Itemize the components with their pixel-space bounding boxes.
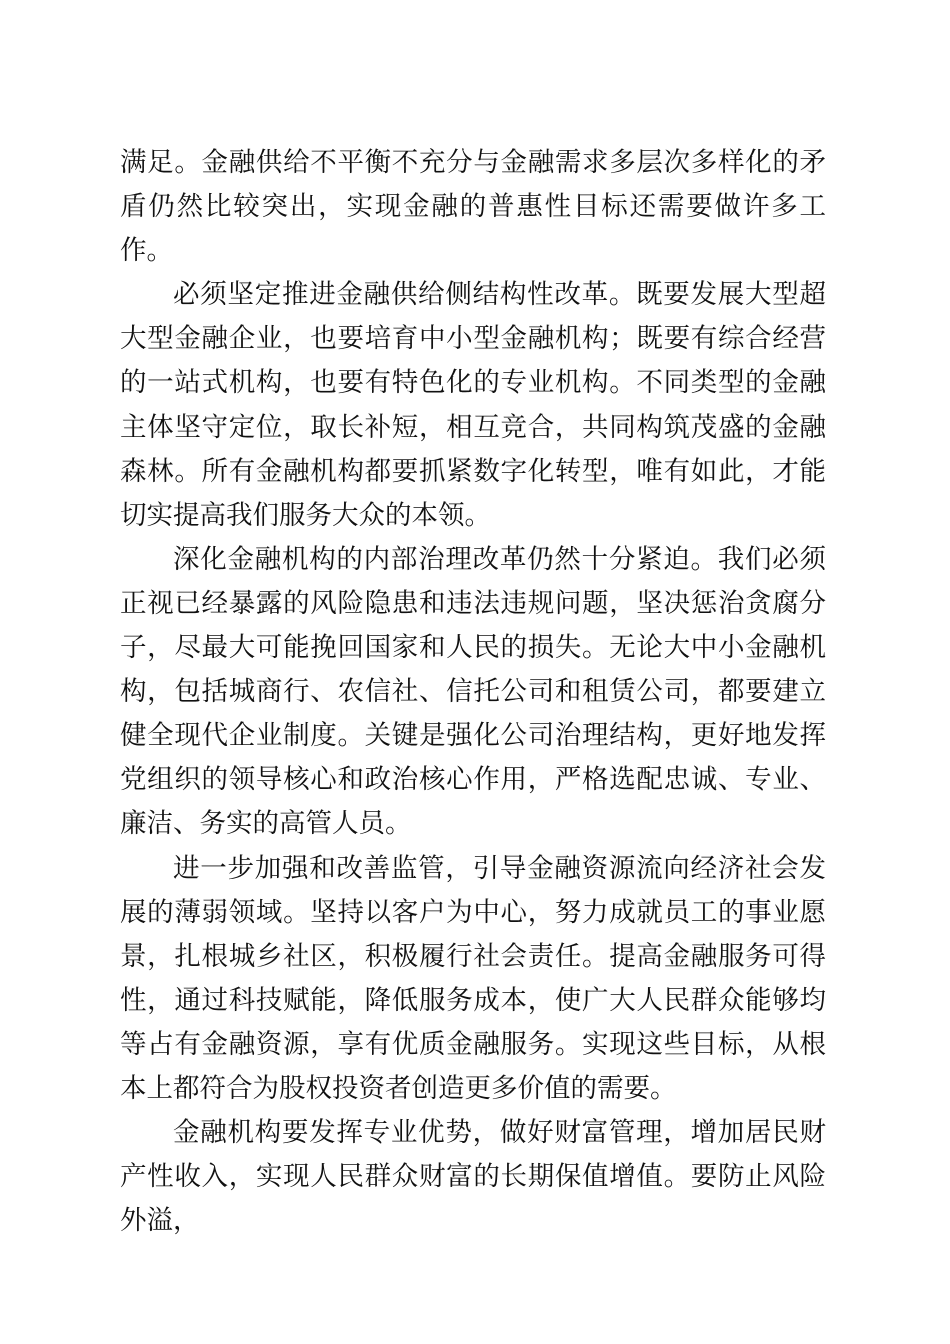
paragraph-internal-governance: 深化金融机构的内部治理改革仍然十分紧迫。我们必须正视已经暴露的风险隐患和违法违规问题，坚决惩治贪腐分子，尽最大可能挽回国家和人民的损失。无论大中小金融机构，包括城商行、农信社、信托公司和租赁公司，都要建立健全现代企业制度。关键是强化公司治理结构，更好地发挥党组织的领导核心和政治核心作用，严格选配忠诚、专业、廉洁、务实的高管人员。	[120, 543, 826, 840]
paragraph-supervision: 进一步加强和改善监管，引导金融资源流向经济社会发展的薄弱领域。坚持以客户为中心，努力成就员工的事业愿景，扎根城乡社区，积极履行社会责任。提高金融服务可得性，通过科技赋能，降低服务成本，使广大人民群众能够均等占有金融资源，享有优质金融服务。实现这些目标，从根本上都符合为股权投资者创造更多价值的需要。	[120, 852, 826, 1104]
paragraph-continuation: 满足。金融供给不平衡不充分与金融需求多层次多样化的矛盾仍然比较突出，实现金融的普惠性目标还需要做许多工作。	[120, 147, 826, 267]
paragraph-wealth-management: 金融机构要发挥专业优势，做好财富管理，增加居民财产性收入，实现人民群众财富的长期保值增值。要防止风险外溢，	[120, 1117, 826, 1237]
document-body	[120, 141, 826, 1243]
paragraph-supply-side-reform: 必须坚定推进金融供给侧结构性改革。既要发展大型超大型金融企业，也要培育中小型金融机构；既要有综合经营的一站式机构，也要有特色化的专业机构。不同类型的金融主体坚守定位，取长补短，相互竞合，共同构筑茂盛的金融森林。所有金融机构都要抓紧数字化转型，唯有如此，才能切实提高我们服务大众的本领。	[120, 279, 826, 531]
